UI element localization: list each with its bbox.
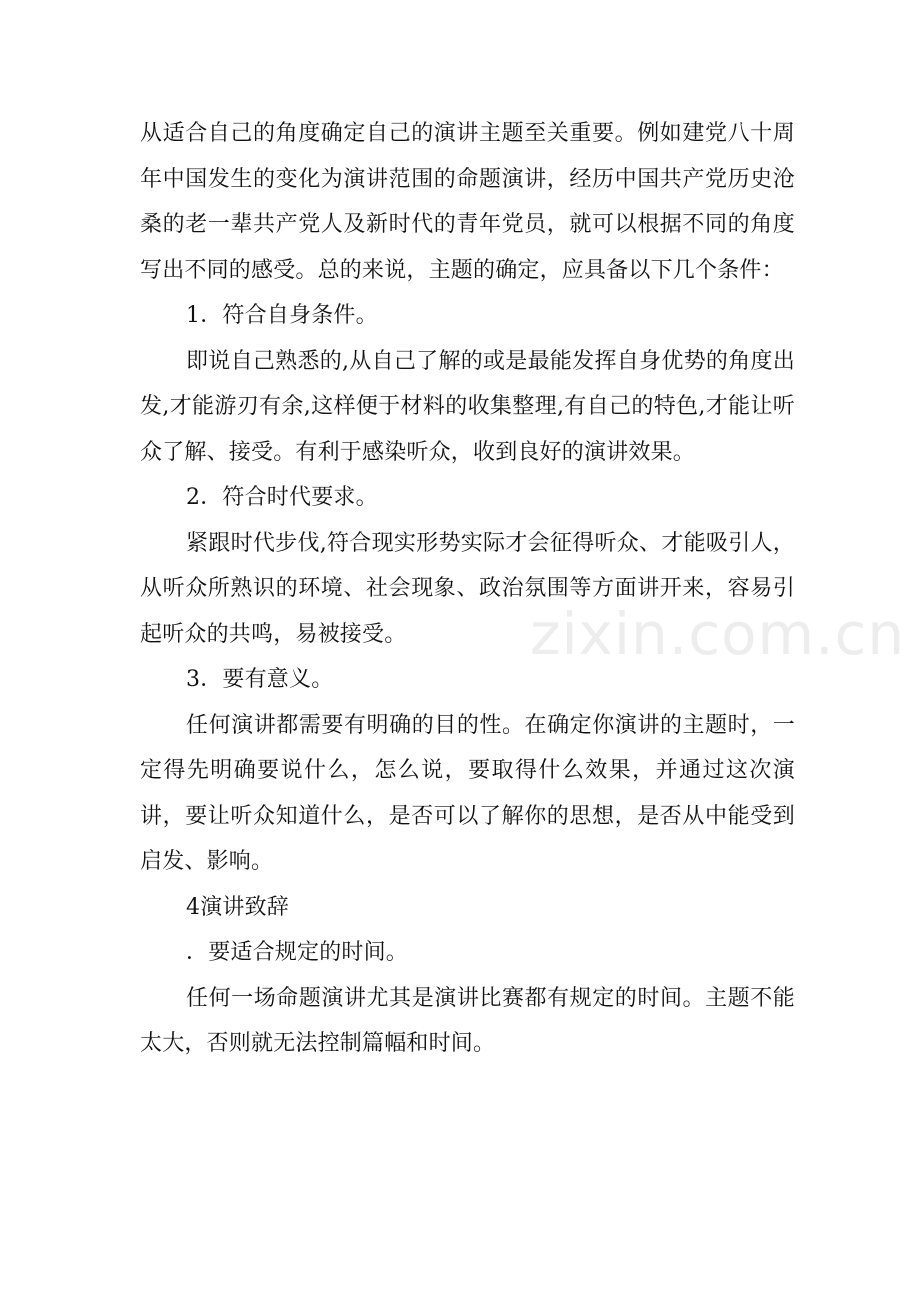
watermark: zixin.com.cn <box>530 600 906 668</box>
document-body <box>140 111 795 1067</box>
heading-item-4: ．要适合规定的时间。 <box>186 940 409 965</box>
paragraph-item-2: 紧跟时代步伐,符合现实形势实际才会征得听众、才能吸引人，从听众所熟识的环境、社会现象、政治氛围等方面讲开来，容易引起听众的共鸣，易被接受。 <box>140 530 795 647</box>
section-label: 4演讲致辞 <box>186 894 289 920</box>
paragraph-item-1: 即说自己熟悉的,从自己了解的或是最能发挥自身优势的角度出发,才能游刃有余,这样便于材料的收集整理,有自己的特色,才能让听众了解、接受。有利于感染听众，收到良好的演讲效果。 <box>140 348 795 465</box>
heading-item-1: 1．符合自身条件。 <box>186 303 378 328</box>
paragraph-item-3: 任何演讲都需要有明确的目的性。在确定你演讲的主题时，一定得先明确要说什么，怎么说，要取得什么效果，并通过这次演讲，要让听众知道什么，是否可以了解你的思想，是否从中能受到启发、影响。 <box>140 712 795 874</box>
paragraph-item-4: 任何一场命题演讲尤其是演讲比赛都有规定的时间。主题不能太大，否则就无法控制篇幅和时间。 <box>140 985 795 1056</box>
heading-item-2: 2．符合时代要求。 <box>186 485 378 510</box>
heading-item-3: 3．要有意义。 <box>186 667 334 692</box>
paragraph-intro: 从适合自己的角度确定自己的演讲主题至关重要。例如建党八十周年中国发生的变化为演讲范围的命题演讲，经历中国共产党历史沧桑的老一辈共产党人及新时代的青年党员，就可以根据不同的角度写出不同的感受。总的来说，主题的确定，应具备以下几个条件： <box>140 121 795 283</box>
